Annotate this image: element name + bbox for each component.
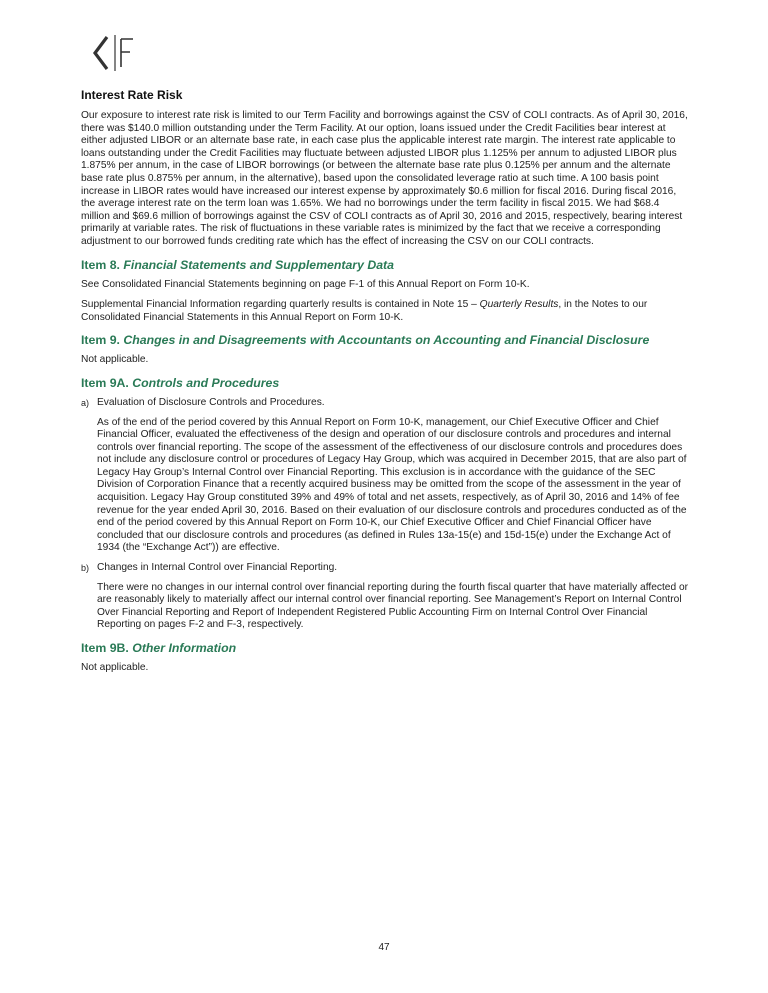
- item9a-title: Controls and Procedures: [132, 375, 280, 390]
- item9-title: Changes in and Disagreements with Accountants on Accounting and Financial Disclosure: [123, 333, 650, 348]
- subsection-b-paragraph: There were no changes in our internal control over financial reporting during the fourth fiscal quarter that have materially affected or are reasonably likely to materially affect our internal control over financial reporting. See Management’s Report on Internal Control Over Financial Reporting and Report of Independent Registered Public Accounting Firm on Internal Control Over Financial Reporting on pages F-2 and F-3, respectively.: [97, 581, 689, 631]
- subsection-a-marker: a): [81, 397, 90, 408]
- document-body: [81, 88, 689, 675]
- item9b-paragraph: Not applicable.: [81, 662, 149, 673]
- item8-number: Item 8.: [81, 257, 120, 272]
- kf-logo: [93, 33, 141, 73]
- item9b-title: Other Information: [132, 641, 237, 655]
- item9a-subsection-b: [81, 562, 689, 575]
- interest-rate-heading: Interest Rate Risk: [81, 88, 183, 102]
- item9-paragraph: Not applicable.: [81, 354, 149, 366]
- item8-title: Financial Statements and Supplementary Data: [123, 257, 394, 272]
- item9a-number: Item 9A.: [81, 375, 129, 390]
- item9-number: Item 9.: [81, 333, 120, 348]
- page-number: 47: [378, 942, 390, 953]
- subsection-b-marker: b): [81, 563, 90, 574]
- subsection-a-paragraph: As of the end of the period covered by this Annual Report on Form 10-K, management, our Chief Executive Officer and Chief Financial Officer, evaluated the effectiveness of the design and operation of our disclosure controls and procedures and internal controls over financial reporting. The scope of the assessment of the effectiveness of our disclosure controls and procedures does not include any disclosure control or procedures of Legacy Hay Group, which was acquired in December 2015, that are also part of Legacy Hay Group’s Internal Control over Financial Reporting. This exclusion is in accordance with the guidance of the SEC Division of Corporation Finance that a recently acquired business may be omitted from the scope of the assessment in the year of acquisition. Legacy Hay Group constituted 39% and 49% of total and net assets, respectively, as of April 30, 2016 and 14% of fee revenue for the year ended April 30, 2016. Based on their evaluation of our disclosure controls and procedures conducted as of the end of the period covered by this Annual Report on Form 10-K, our Chief Executive Officer and Chief Financial Officer have concluded that our disclosure controls and procedures (as defined in Rules 13a-15(e) and 15d-15(e) under the Exchange Act of 1934 (the “Exchange Act”)) are effective.: [97, 416, 687, 554]
- item8-p2-before: Supplemental Financial Information regarding quarterly results is contained in Note 15 –: [81, 299, 480, 311]
- item8-paragraph-1: See Consolidated Financial Statements beginning on page F-1 of this Annual Report on Form 10-K.: [81, 278, 530, 290]
- item8-p2-after: , in the Notes to our Consolidated Financial Statements in this Annual Report on Form 10-K.: [81, 299, 648, 323]
- item9-heading: [81, 333, 689, 347]
- item9b-number: Item 9B.: [81, 641, 129, 655]
- item9b-heading: [81, 641, 689, 655]
- item8-p2-italic: Quarterly Results: [479, 299, 559, 311]
- subsection-a-label: Evaluation of Disclosure Controls and Procedures.: [97, 396, 325, 408]
- item8-heading: [81, 258, 689, 272]
- item8-paragraph-2: [81, 299, 689, 324]
- interest-rate-paragraph: Our exposure to interest rate risk is limited to our Term Facility and borrowings against the CSV of COLI contracts. As of April 30, 2016, there was $140.0 million outstanding under the Term Facility. At our option, loans issued under the Credit Facilities bear interest at either adjusted LIBOR or an alternate base rate, in each case plus the applicable interest rate margin. The interest rate applicable to loans outstanding under the Credit Facilities may fluctuate between adjusted LIBOR plus 1.125% per annum to adjusted LIBOR plus 1.875% per annum, in the case of LIBOR borrowings (or between the alternate base rate plus 0.125% per annum and the alternate base rate plus 0.875% per annum, in the alternative), based upon the consolidated leverage ratio at such time. A 100 basis point increase in LIBOR rates would have increased our interest expense by approximately $0.6 million for fiscal 2016. During fiscal 2016, the average interest rate on the term loan was 1.65%. We had no borrowings under the term facility in fiscal 2015. We had $68.4 million and $69.6 million of borrowings against the CSV of COLI contracts as of April 30, 2016 and 2015, respectively, bearing interest primarily at variable rates. The risk of fluctuations in these variable rates is minimized by the fact that we receive a corresponding adjustment to our borrowed funds crediting rate which has the effect of increasing the CSV on our COLI contracts.: [81, 110, 688, 247]
- item9a-subsection-a: [81, 397, 689, 410]
- item9a-heading: [81, 376, 689, 390]
- subsection-b-label: Changes in Internal Control over Financial Reporting.: [97, 562, 338, 574]
